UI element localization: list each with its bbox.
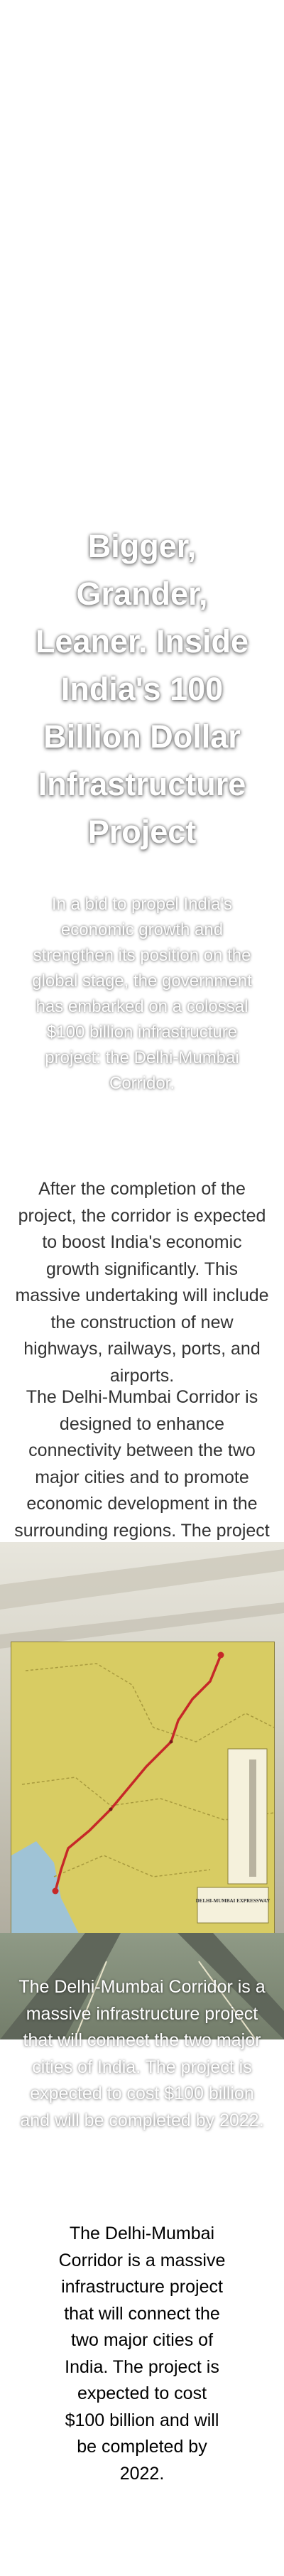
overlay-paragraph: The Delhi-Mumbai Corridor is a massive infrastructure project that will connect the two major cities of India. The project is expected to cost $100 billion and will be completed by 2022.	[18, 1977, 266, 2130]
route-node	[109, 1808, 113, 1811]
delhi-marker	[218, 1652, 224, 1659]
mumbai-marker	[53, 1888, 59, 1895]
legend-scale-bar	[249, 1759, 256, 1877]
corridor-map-graphic	[11, 1642, 274, 1934]
hero-title: Bigger, Grander, Leaner. Inside India's 100 Billion Dollar Infrastructure Project	[35, 528, 249, 850]
corridor-map	[11, 1642, 275, 1934]
route-node	[170, 1740, 173, 1744]
hero-subtitle: In a bid to propel India's economic growth and strengthen its position on the global stage, the government has embarked on a colossal $100 billion infrastructure project: the Delhi-Mumbai Corridor.	[32, 895, 252, 1093]
closing-paragraph: The Delhi-Mumbai Corridor is a massive infrastructure project that will connect the two major cities of India. The project is expected to cost $100 billion and will be completed by 2022.	[58, 2224, 226, 2484]
map-legend-title: DELHI-MUMBAI EXPRESSWAY	[195, 1898, 271, 1904]
map-legend-box	[228, 1749, 267, 1884]
body-paragraph-2: The Delhi-Mumbai Corridor is designed to enhance connectivity between the two major cities and to promote economic development in the surrounding regions. The project	[14, 1387, 270, 1541]
map-title-box	[197, 1887, 268, 1923]
body-paragraph-1: After the completion of the project, the corridor is expected to boost India's economic growth significantly. This massive undertaking will include the construction of new highways, railways, ports, and airports.	[15, 1179, 269, 1386]
